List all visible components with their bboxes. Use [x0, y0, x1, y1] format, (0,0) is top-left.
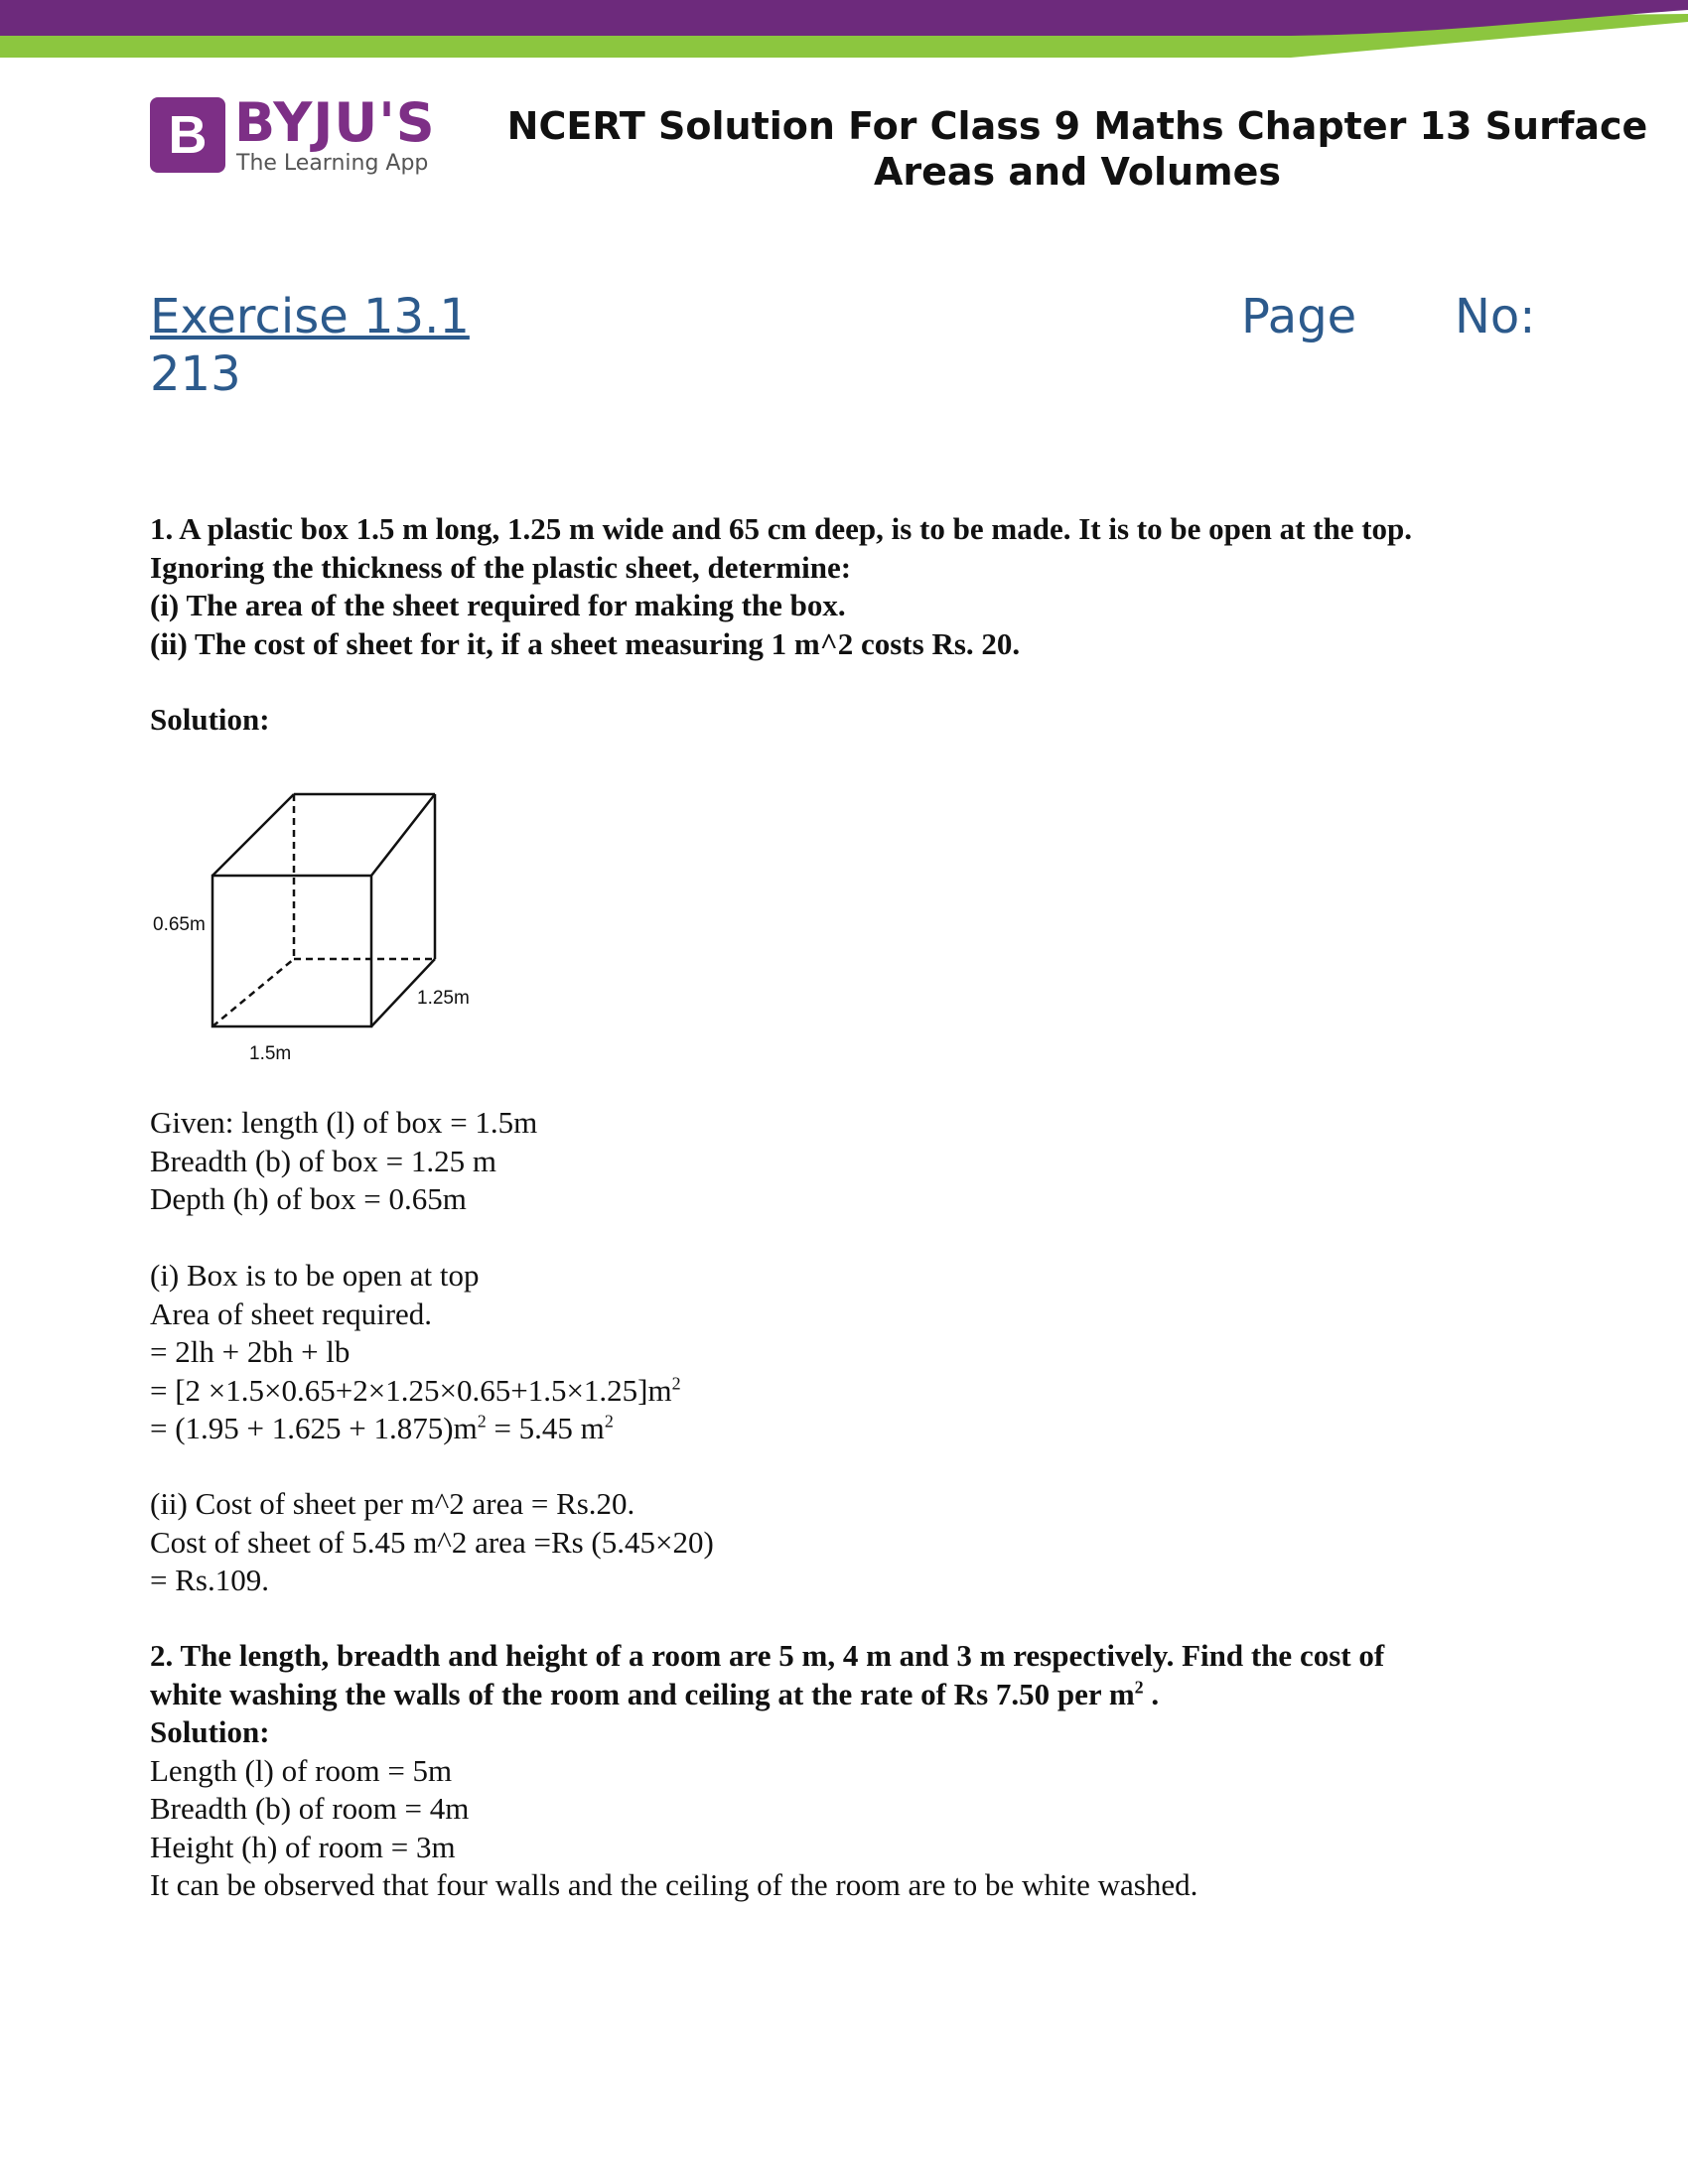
q2-solution-line: Breadth (b) of room = 4m [150, 1791, 470, 1826]
header-band [0, 0, 1688, 60]
document-title [487, 103, 1668, 195]
calc-line-1: = $[2 \times 1.5\times 0.65+2\times 1.25\times 0.65+1.5\times 1.25]m^2$ [150, 1372, 681, 1408]
q1-given [150, 1104, 537, 1219]
brand-tagline: The Learning App [236, 151, 429, 176]
page-number: 213 [150, 346, 241, 402]
question-2 [150, 1637, 1384, 1905]
question-1 [150, 510, 1412, 663]
q2-line: 2. The length, breadth and height of a room are 5 m, 4 m and 3 m respectively. Find the cost of [150, 1638, 1385, 1673]
calc-line-2: = $(1.95 + 1.625 + 1.875)m^2 = 5.45$ $m^2$ [150, 1411, 614, 1445]
brand-name: BYJU'S [234, 91, 436, 154]
box-front-face [212, 876, 371, 1026]
given-line: Given: length (l) of box = 1.5m [150, 1105, 538, 1140]
height-label: 0.65m [153, 914, 206, 935]
box-edge [212, 794, 294, 876]
page-no-label: No: [1455, 289, 1536, 344]
q1-part-ii [150, 1485, 714, 1600]
part-ii-line: = Rs.109. [150, 1563, 269, 1597]
box-diagram [147, 784, 485, 1072]
q2-solution-line: Height (h) of room = 3m [150, 1829, 456, 1864]
q1-line: Ignoring the thickness of the plastic sheet, determine: [150, 549, 852, 585]
length-label: 1.5m [249, 1043, 292, 1064]
q1-line: (ii) The cost of sheet for it, if a sheet measuring 1 m^2 costs Rs. 20. [150, 625, 1021, 661]
q2-solution-label: Solution: [150, 1714, 270, 1749]
page-label: Page [1241, 289, 1357, 344]
given-line: Depth (h) of box = 0.65m [150, 1181, 467, 1216]
q2-solution-line: It can be observed that four walls and the ceiling of the room are to be white washed. [150, 1867, 1198, 1902]
q1-solution-label: Solution: [150, 702, 270, 737]
breadth-label: 1.25m [417, 988, 470, 1009]
exercise-title: Exercise 13.1 [150, 289, 470, 344]
logo-icon: B [150, 97, 225, 173]
q2-solution-line: Length (l) of room = 5m [150, 1752, 453, 1788]
box-hidden-edge [212, 959, 294, 1026]
part-i-line: = 2lh + 2bh + lb [150, 1334, 351, 1369]
part-i-line: Area of sheet required. [150, 1296, 433, 1331]
title-line-2: Areas and Volumes [873, 150, 1282, 194]
q2-line: white washing the walls of the room and ceiling at the rate of Rs 7.50 per $m^2$ . [150, 1676, 1160, 1711]
part-ii-line: (ii) Cost of sheet per m^2 area = Rs.20. [150, 1486, 635, 1521]
part-ii-line: Cost of sheet of 5.45 m^2 area =Rs (5.45×20) [150, 1524, 714, 1560]
q1-line: (i) The area of the sheet required for making the box. [150, 588, 846, 622]
box-edge [371, 794, 435, 876]
given-line: Breadth (b) of box = 1.25 m [150, 1143, 496, 1178]
q1-part-i [150, 1257, 681, 1448]
title-line-1: NCERT Solution For Class 9 Maths Chapter 13 Surface [506, 104, 1648, 148]
part-i-line: (i) Box is to be open at top [150, 1258, 480, 1293]
q1-line: 1. A plastic box 1.5 m long, 1.25 m wide and 65 cm deep, is to be made. It is to be open at the top. [150, 511, 1413, 546]
